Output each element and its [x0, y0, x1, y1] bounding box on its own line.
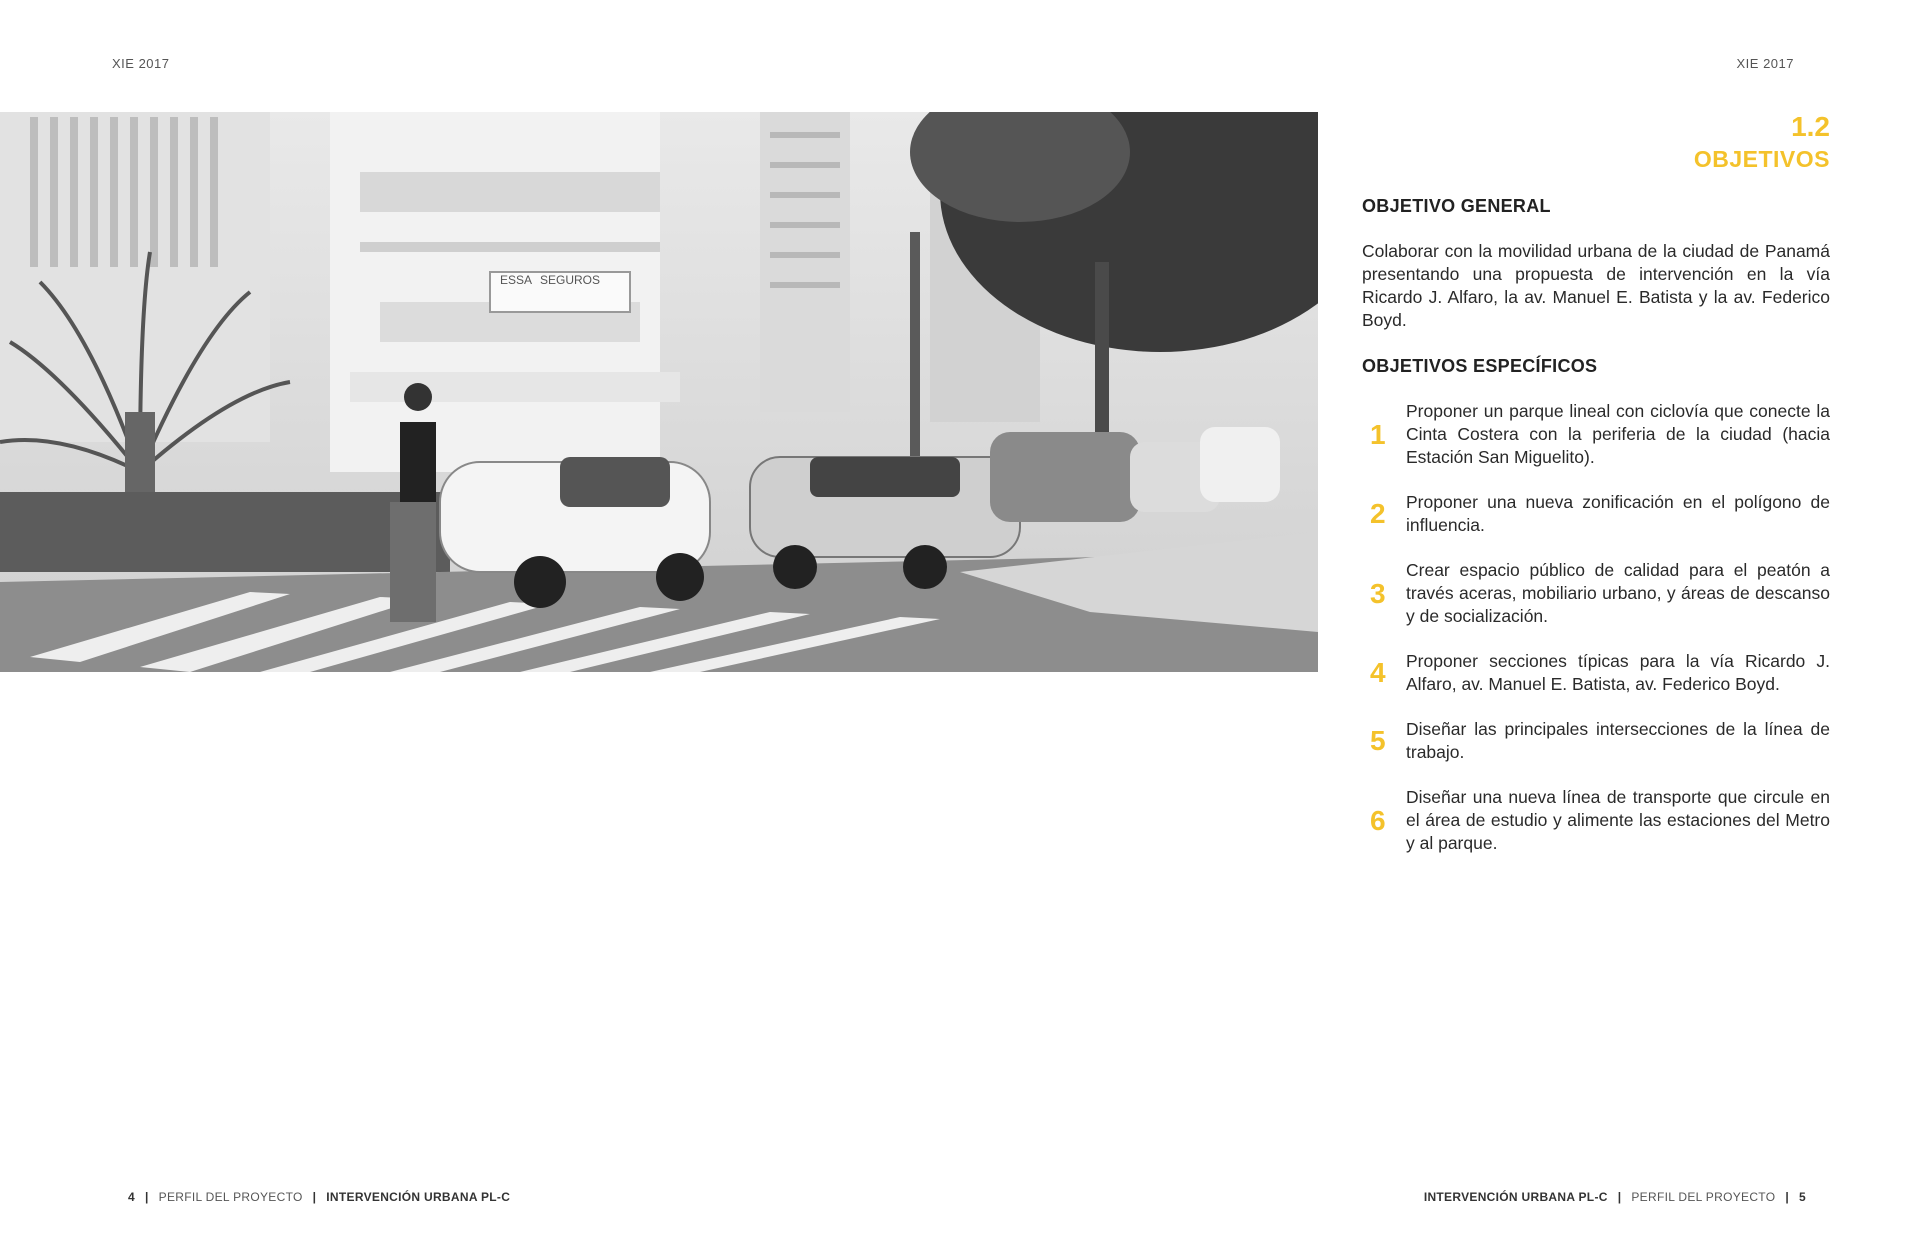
objective-item-6: [1362, 786, 1830, 855]
footer-right: [1424, 1190, 1806, 1204]
objective-number: 4: [1370, 657, 1386, 688]
footer-section: PERFIL DEL PROYECTO: [1631, 1190, 1776, 1204]
objective-number: 6: [1370, 804, 1386, 836]
objective-number: 3: [1370, 577, 1386, 609]
objective-number: 2: [1370, 498, 1386, 529]
objective-item-4: [1362, 650, 1830, 696]
section-number: 1.2: [1791, 111, 1830, 142]
footer-left: [128, 1190, 510, 1204]
footer-page-number: 4: [128, 1190, 135, 1204]
objective-text: Proponer una nueva zonificación en el polígono de influencia.: [1406, 492, 1830, 535]
footer-page-number: 5: [1799, 1190, 1806, 1204]
specific-objectives-list: [1362, 400, 1830, 877]
objective-text: Diseñar las principales intersecciones de la línea de trabajo.: [1406, 719, 1830, 762]
general-objective-title: OBJETIVO GENERAL: [1362, 196, 1551, 216]
street-photo: [0, 112, 1318, 672]
header-right: XIE 2017: [1736, 56, 1794, 71]
objective-number: 5: [1370, 725, 1386, 756]
objective-item-1: [1362, 400, 1830, 469]
footer-section: PERFIL DEL PROYECTO: [158, 1190, 303, 1204]
footer-separator: |: [1785, 1190, 1790, 1204]
objective-text: Diseñar una nueva línea de transporte que circule en el área de estudio y alimente las estaciones del Metro y al parque.: [1406, 787, 1830, 853]
footer-separator: |: [312, 1190, 317, 1204]
objective-item-3: [1362, 559, 1830, 628]
section-title: OBJETIVOS: [1693, 146, 1830, 172]
specific-objectives-title: OBJETIVOS ESPECÍFICOS: [1362, 356, 1598, 376]
objective-text: Proponer un parque lineal con ciclovía que conecte la Cinta Costera con la periferia de la ciudad (hacia Estación San Miguelito).: [1406, 401, 1830, 467]
objective-text: Proponer secciones típicas para la vía Ricardo J. Alfaro, av. Manuel E. Batista, av. Federico Boyd.: [1406, 651, 1830, 694]
footer-project: INTERVENCIÓN URBANA PL-C: [1423, 1190, 1608, 1204]
footer-project: INTERVENCIÓN URBANA PL-C: [326, 1190, 511, 1204]
general-objective-text: Colaborar con la movilidad urbana de la ciudad de Panamá presentando una propuesta de intervención en la vía Ricardo J. Alfaro, la av. Manuel E. Batista y la av. Federico Boyd.: [1362, 241, 1830, 330]
header-left: XIE 2017: [112, 56, 170, 71]
footer-separator: |: [1617, 1190, 1622, 1204]
objective-item-2: [1362, 491, 1830, 537]
objective-text: Crear espacio público de calidad para el peatón a través aceras, mobiliario urbano, y áreas de descanso y de socialización.: [1406, 560, 1830, 626]
photo-sign-essa: ESSA: [500, 273, 533, 287]
photo-sign-seguros: SEGUROS: [540, 273, 601, 287]
footer-separator: |: [144, 1190, 149, 1204]
objective-number: 1: [1370, 418, 1386, 450]
objective-item-5: [1362, 718, 1830, 764]
